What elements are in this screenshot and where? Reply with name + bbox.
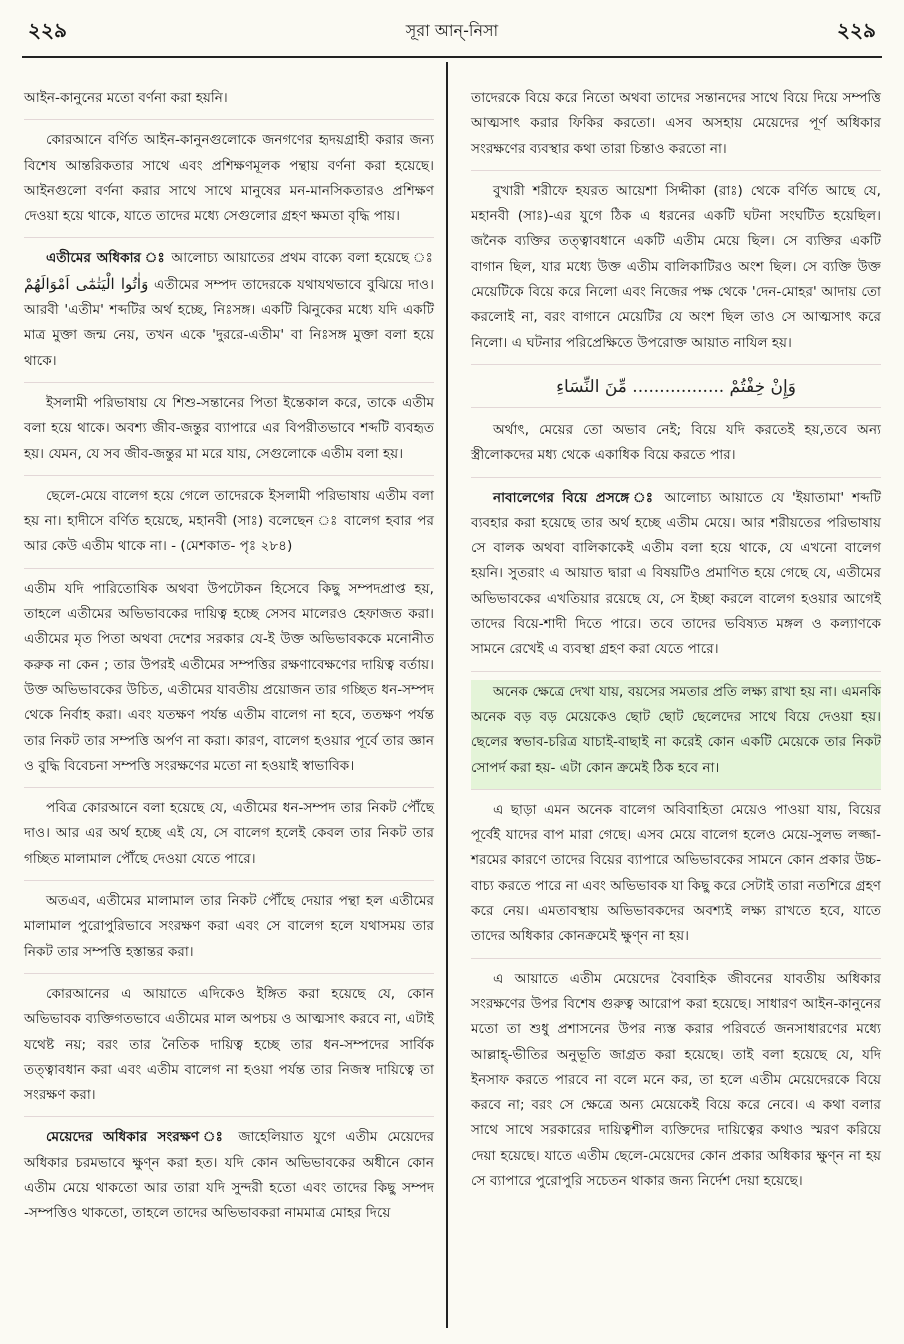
right-column (471, 86, 881, 1326)
paragraph: এ ছাড়া এমন অনেক বালেগ অবিবাহিতা মেয়েও পাওয়া যায়, বিয়ের পূর্বেই যাদের বাপ মারা গেছে। এসব মেয়ে বালেগ হলেও মেয়ে-সুলভ লজ্জা-শরমের কারণে তাদের বিয়ের ব্যাপারে অভিভাবকের সামনে কোন প্রকার উচ্চ-বাচ্য করতে পারে না এবং অভিভাবক যা কিছু করে সেটাই তারা নতশিরে গ্রহণ করে নেয়। এমতাবস্থায় অভিভাবকদের অবশ্যই লক্ষ্য রাখতে হবে, যাতে তাদের অধিকার কোনক্রমেই ক্ষুণ্ন না হয়। (471, 798, 881, 959)
paragraph-women-rights: মেয়েদের অধিকার সংরক্ষণ ঃ জাহেলিয়াত যুগে এতীম মেয়েদের অধিকার চরমভাবে ক্ষুণ্ন করা হত। যদি কোন অভিভাবকের অধীনে কোন এতীম মেয়ে থাকতো আর তারা যদি সুন্দরী হতো এবং তাদের কিছু সম্পদ -সম্পত্তিও থাকতো, তাহলে তাদের অভিভাবকরা নামমাত্র মোহর দিয়ে (24, 1129, 434, 1222)
paragraph: অনেক ক্ষেত্রে দেখা যায়, বয়সের সমতার প্রতি লক্ষ্য রাখা হয় না। এমনকি অনেক বড় বড় মেয়েকেও ছোট ছোট ছেলেদের সাথে বিয়ে দেওয়া হয়। ছেলের স্বভাব-চরিত্র যাচাই-বাছাই না করেই কোন একটি মেয়েকে তার নিকট সোপর্দ করা হয়- এটা কোন ক্রমেই ঠিক হবে না। (471, 680, 881, 790)
paragraph: অর্থাৎ, মেয়ের তো অভাব নেই; বিয়ে যদি করতেই হয়,তবে অন্য স্ত্রীলোকদের মধ্য থেকে একাধিক বিয়ে করতে পার। (471, 418, 881, 478)
arabic-verse: وَاٰتُوا الْيَتٰمٰٓى اَمْوَالَهُمْ (24, 274, 149, 293)
arabic-verse: وَإِنْ خِفْتُمْ ................. مِّنَ النِّسَاءِ (471, 373, 881, 408)
paragraph-minor-marriage: নাবালেগের বিয়ে প্রসঙ্গে ঃ আলোচ্য আয়াতে যে 'ইয়াতামা' শব্দটি ব্যবহার করা হয়েছে তার অর্থ হচ্ছে এতীম মেয়ে। আর শরীয়তের পরিভাষায় সে বালক অথবা বালিকাকেই এতীম বলা হয়ে থাকে, যে এখনো বালেগ হয়নি। সুতরাং এ আয়াত দ্বারা এ বিষয়টিও প্রমাণিত হয়ে গেছে যে, এতীমের অভিভাবকের এখতিয়ার রয়েছে যে, সে ইচ্ছা করলে বালেগ হওয়ার আগেই তাদের বিয়ে-শাদী দিতে পারে। তবে তাদের ভবিষ্যত মঙ্গল ও কল্যাণকে সামনে রেখেই এ ব্যবস্থা গ্রহণ করা যেতে পারে। (471, 486, 881, 672)
paragraph: কোরআনে বর্ণিত আইন-কানুনগুলোকে জনগণের হৃদয়গ্রাহী করার জন্য বিশেষ আন্তরিকতার সাথে এবং প্রশিক্ষণমূলক পন্থায় বর্ণনা করা হয়েছে। আইনগুলো বর্ণনা করার সাথে সাথে মানুষের মন-মানসিকতারও প্রশিক্ষণ দেওয়া হয়ে থাকে, যাতে তাদের মধ্যে সেগুলোর গ্রহণ ক্ষমতা বৃদ্ধি পায়। (24, 128, 434, 238)
paragraph-orphan-rights: এতীমের অধিকার ঃ আলোচ্য আয়াতের প্রথম বাক্যে বলা হয়েছে ঃ وَاٰتُوا الْيَتٰمٰٓى اَمْوَالَهُمْ এতীমের সম্পদ তাদেরকে যথাযথভাবে বুঝিয়ে দাও। আরবী 'এতীম' শব্দটির অর্থ হচ্ছে, নিঃসঙ্গ। একটি ঝিনুকের মধ্যে যদি একটি মাত্র মুক্তা জন্ম নেয়, তখন একে 'দুররে-এতীম' বা নিঃসঙ্গ মুক্তা বলা হয়ে থাকে। (24, 246, 434, 382)
page-number-left: ২২৯ (28, 18, 67, 42)
page-header (22, 12, 882, 58)
page-number-right: ২২৯ (837, 18, 876, 42)
paragraph: ছেলে-মেয়ে বালেগ হয়ে গেলে তাদেরকে ইসলামী পরিভাষায় এতীম বলা হয় না। হাদীসে বর্ণিত হয়েছে, মহানবী (সাঃ) বলেছেন ঃ বালেগ হবার পর আর কেউ এতীম থাকে না। - (মেশকাত- পৃঃ ২৮৪) (24, 484, 434, 569)
left-column (24, 86, 434, 1326)
paragraph: অতএব, এতীমের মালামাল তার নিকট পৌঁছে দেয়ার পন্থা হল এতীমের মালামাল পুরোপুরিভাবে সংরক্ষণ করা এবং সে বালেগ হলে যথাসময় তার নিকট তার সম্পত্তি হস্তান্তর করা। (24, 889, 434, 974)
section-heading: মেয়েদের অধিকার সংরক্ষণ ঃ (46, 1129, 229, 1146)
paragraph: এতীম যদি পারিতোষিক অথবা উপঢৌকন হিসেবে কিছু সম্পদপ্রাপ্ত হয়, তাহলে এতীমের অভিভাবকের দায়িত্ব হচ্ছে সেসব মালেরও হেফাজত করা। এতীমের মৃত পিতা অথবা দেশের সরকার যে-ই উক্ত অভিভাবককে মনোনীত করুক না কেন ; তার উপরই এতীমের সম্পত্তির রক্ষণাবেক্ষণের দায়িত্ব বর্তায়। উক্ত অভিভাবকের উচিত, এতীমের যাবতীয় প্রয়োজন তার গচ্ছিত ধন-সম্পদ থেকে নির্বাহ করা। এবং যতক্ষণ পর্যন্ত এতীম বালেগ না হবে, ততক্ষণ পর্যন্ত তার নিকট তার সম্পত্তি অর্পণ না করা। কারণ, বালেগ হওয়ার পূর্বে তার জ্ঞান ও বুদ্ধি বিবেচনা সম্পত্তি সংরক্ষণের মতো না হওয়াই স্বাভাবিক। (24, 577, 434, 788)
paragraph: আইন-কানুনের মতো বর্ণনা করা হয়নি। (24, 86, 434, 120)
paragraph: পবিত্র কোরআনে বলা হয়েছে যে, এতীমের ধন-সম্পদ তার নিকট পৌঁছে দাও। আর এর অর্থ হচ্ছে এই যে, সে বালেগ হলেই কেবল তার নিকট তার গচ্ছিত মালামাল পৌঁছে দেওয়া যেতে পারে। (24, 796, 434, 881)
page-title: সূরা আন্-নিসা (405, 21, 499, 40)
section-heading: এতীমের অধিকার ঃ (46, 250, 166, 267)
paragraph: এ আয়াতে এতীম মেয়েদের বৈবাহিক জীবনের যাবতীয় অধিকার সংরক্ষণের উপর বিশেষ গুরুত্ব আরোপ করা হয়েছে। সাধারণ আইন-কানুনের মতো তা শুধু প্রশাসনের উপর ন্যস্ত করার পরিবর্তে জনসাধারণের মধ্যে আল্লাহ্-ভীতির অনুভূতি জাগ্রত করা হয়েছে। তাই বলা হয়েছে যে, যদি ইনসাফ করতে পারবে না বলে মনে কর, তা হলে এতীম মেয়েদেরকে বিয়ে করবে না; বরং সে ক্ষেত্রে অন্য মেয়েকেই বিয়ে করে নেবে। এ কথা বলার সাথে সাথে সরকারের দায়িত্বশীল ব্যক্তিদের দায়িত্বের কথাও স্মরণ করিয়ে দেয়া হয়েছে। যাতে এতীম ছেলে-মেয়েদের কোন প্রকার অধিকার ক্ষুণ্ন না হয় সে ব্যাপারে পুরোপুরি সচেতন থাকার জন্য নির্দেশ দেয়া হয়েছে। (471, 970, 881, 1189)
paragraph: ইসলামী পরিভাষায় যে শিশু-সন্তানের পিতা ইন্তেকাল করে, তাকে এতীম বলা হয়ে থাকে। অবশ্য জীব-জন্তুর ব্যাপারে এর বিপরীতভাবে শব্দটি ব্যবহৃত হয়। যেমন, যে সব জীব-জন্তুর মা মরে যায়, সেগুলোকে এতীম বলা হয়। (24, 391, 434, 476)
paragraph: কোরআনের এ আয়াতে এদিকেও ইঙ্গিত করা হয়েছে যে, কোন অভিভাবক ব্যক্তিগতভাবে এতীমের মাল অপচয় ও আত্মসাৎ করবে না, এটাই যথেষ্ট নয়; বরং তার নৈতিক দায়িত্ব হচ্ছে তার ধন-সম্পদের সার্বিক তত্ত্বাবধান করা এবং এতীম বালেগ না হওয়া পর্যন্ত তার নিজস্ব দায়িত্বে তা সংরক্ষণ করা। (24, 982, 434, 1117)
section-heading: নাবালেগের বিয়ে প্রসঙ্গে ঃ (493, 489, 657, 506)
column-divider (446, 62, 448, 1328)
paragraph: বুখারী শরীফে হযরত আয়েশা সিদ্দীকা (রাঃ) থেকে বর্ণিত আছে যে, মহানবী (সাঃ)-এর যুগে ঠিক এ ধরনের একটি ঘটনা সংঘটিত হয়েছিল। জনৈক ব্যক্তির তত্ত্বাবধানে একটি এতীম মেয়ে ছিল। সে ব্যক্তির একটি বাগান ছিল, যার মধ্যে উক্ত এতীম বালিকাটিরও অংশ ছিল। সে ব্যক্তি উক্ত মেয়েটিকে বিয়ে করে নিলো এবং নিজের পক্ষ থেকে 'দেন-মোহর' আদায় তো করলোই না, বরং বাগানে মেয়েটির যে অংশ ছিল তাও সে আত্মসাৎ করে নিলো। এ ঘটনার পরিপ্রেক্ষিতে উপরোক্ত আয়াত নাযিল হয়। (471, 179, 881, 365)
paragraph: তাদেরকে বিয়ে করে নিতো অথবা তাদের সন্তানদের সাথে বিয়ে দিয়ে সম্পত্তি আত্মসাৎ করার ফিকির করতো। এসব অসহায় মেয়েদের পূর্ণ অধিকার সংরক্ষণের ব্যবস্থার কথা তারা চিন্তাও করতো না। (471, 86, 881, 171)
